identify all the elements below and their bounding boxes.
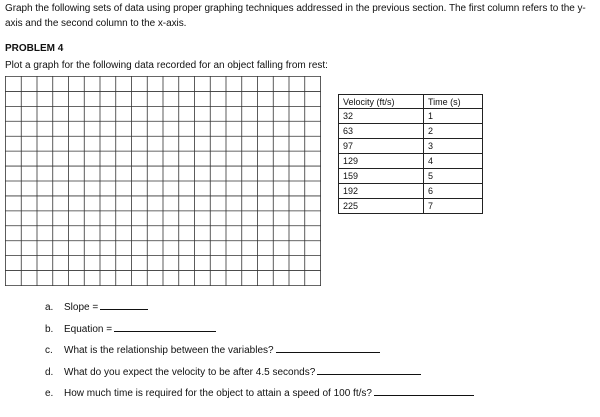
question-marker: b. xyxy=(45,323,54,335)
header-time: Time (s) xyxy=(424,95,483,109)
answer-blank-equation[interactable] xyxy=(114,320,216,332)
answer-blank-velocity[interactable] xyxy=(317,363,421,375)
table-row xyxy=(339,124,483,139)
question-marker: d. xyxy=(45,366,54,378)
answer-blank-relationship[interactable] xyxy=(276,341,380,353)
velocity-cell: 97 xyxy=(339,139,424,154)
time-cell: 5 xyxy=(424,169,483,184)
velocity-cell: 63 xyxy=(339,124,424,139)
table-row xyxy=(339,139,483,154)
table-header-row xyxy=(339,95,483,109)
data-table xyxy=(338,94,483,214)
table-row xyxy=(339,199,483,214)
question-text: Equation = xyxy=(64,323,113,335)
table-row xyxy=(339,184,483,199)
question-marker: c. xyxy=(45,345,53,356)
question-list xyxy=(45,297,474,405)
question-marker: a. xyxy=(45,302,54,313)
time-cell: 2 xyxy=(424,124,483,139)
question-d xyxy=(45,362,474,384)
table-row xyxy=(339,154,483,169)
time-cell: 1 xyxy=(424,109,483,124)
time-cell: 6 xyxy=(424,184,483,199)
answer-blank-time[interactable] xyxy=(374,384,474,396)
table-row xyxy=(339,169,483,184)
problem-instruction: Plot a graph for the following data recorded for an object falling from rest: xyxy=(5,60,328,71)
velocity-cell: 159 xyxy=(339,169,424,184)
question-text: Slope = xyxy=(64,302,99,313)
question-a xyxy=(45,297,474,319)
velocity-cell: 129 xyxy=(339,154,424,169)
question-e xyxy=(45,383,474,405)
answer-blank-slope[interactable] xyxy=(100,298,148,310)
header-velocity: Velocity (ft/s) xyxy=(339,95,424,109)
intro-text: Graph the following sets of data using proper graphing techniques addressed in the previous section. The first column refers to the y-axis and the second column to the x-axis. xyxy=(5,3,586,29)
question-marker: e. xyxy=(45,388,54,399)
time-cell: 4 xyxy=(424,154,483,169)
velocity-cell: 32 xyxy=(339,109,424,124)
question-text: How much time is required for the object to attain a speed of 100 ft/s? xyxy=(64,388,372,399)
question-text: What do you expect the velocity to be after 4.5 seconds? xyxy=(64,366,316,378)
table-row xyxy=(339,109,483,124)
time-cell: 3 xyxy=(424,139,483,154)
graph-paper-grid xyxy=(5,76,321,286)
velocity-cell: 192 xyxy=(339,184,424,199)
problem-title: PROBLEM 4 xyxy=(5,43,64,54)
time-cell: 7 xyxy=(424,199,483,214)
velocity-cell: 225 xyxy=(339,199,424,214)
question-c xyxy=(45,340,474,362)
question-text: What is the relationship between the variables? xyxy=(64,345,274,356)
question-b xyxy=(45,319,474,341)
